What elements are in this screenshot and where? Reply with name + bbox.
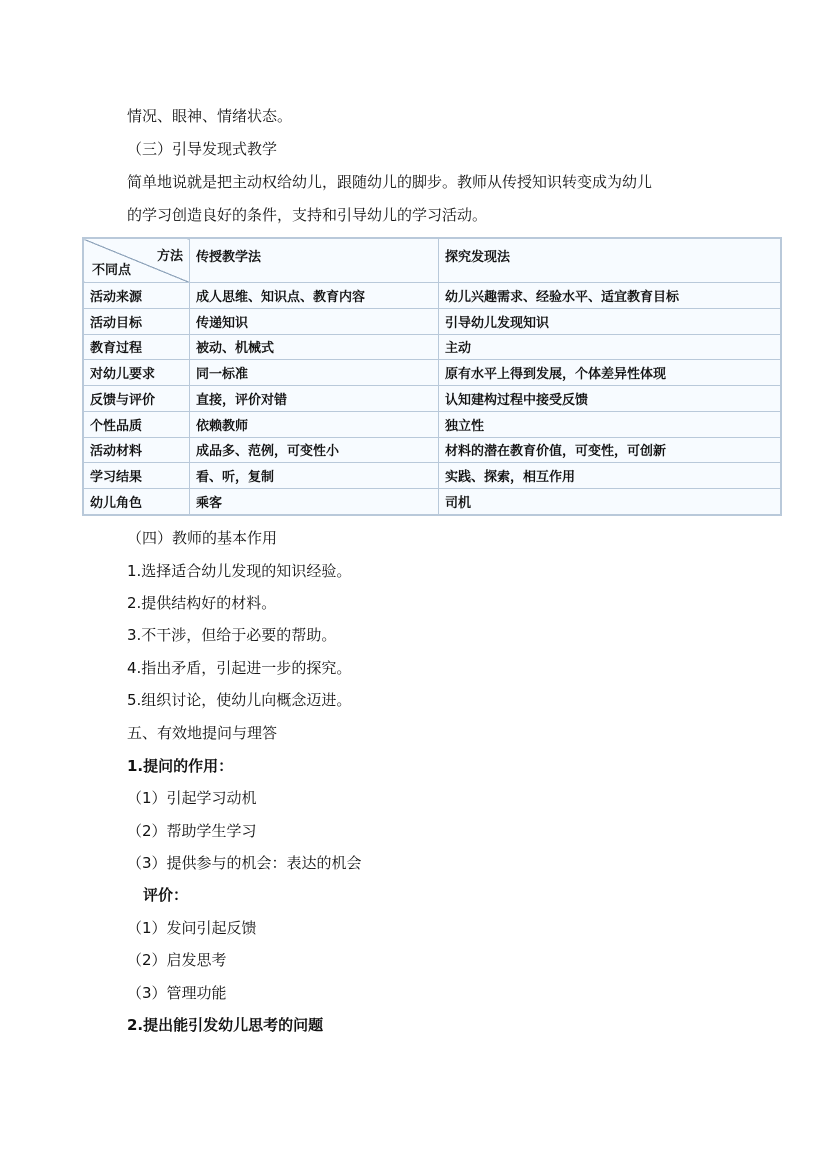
table-cell: 司机 <box>439 489 781 515</box>
text-line: 简单地说就是把主动权给幼儿，跟随幼儿的脚步。教师从传授知识转变成为幼儿 <box>127 173 653 191</box>
table-row <box>84 489 781 515</box>
subheading: 1.提问的作用： <box>127 757 234 775</box>
column-header: 探究发现法 <box>439 239 781 283</box>
table-cell: 原有水平上得到发展，个体差异性体现 <box>439 360 781 386</box>
table-cell: 成人思维、知识点、教育内容 <box>190 283 439 309</box>
list-item: 2.提供结构好的材料。 <box>127 594 277 612</box>
table-cell: 实践、探索，相互作用 <box>439 463 781 489</box>
list-item: 5.组织讨论，使幼儿向概念迈进。 <box>127 691 352 709</box>
list-item: （1）引起学习动机 <box>127 789 257 807</box>
row-label: 对幼儿要求 <box>84 360 190 386</box>
table-row <box>84 334 781 360</box>
list-item: （2）帮助学生学习 <box>127 822 257 840</box>
list-item: （3）提供参与的机会：表达的机会 <box>127 854 362 872</box>
table-cell: 引导幼儿发现知识 <box>439 308 781 334</box>
table-cell: 认知建构过程中接受反馈 <box>439 386 781 412</box>
table-row <box>84 463 781 489</box>
list-item: （2）启发思考 <box>127 951 227 969</box>
table-cell: 乘客 <box>190 489 439 515</box>
table-cell: 看、听，复制 <box>190 463 439 489</box>
table-cell: 幼儿兴趣需求、经验水平、适宜教育目标 <box>439 283 781 309</box>
corner-label-method: 方法 <box>156 249 183 264</box>
table-cell: 直接，评价对错 <box>190 386 439 412</box>
row-label: 学习结果 <box>84 463 190 489</box>
section-heading: 五、有效地提问与理答 <box>127 724 278 742</box>
table-row <box>84 360 781 386</box>
list-item: （3）管理功能 <box>127 984 227 1002</box>
section-heading: （四）教师的基本作用 <box>127 529 278 547</box>
row-label: 个性品质 <box>84 411 190 437</box>
row-label: 教育过程 <box>84 334 190 360</box>
table-cell: 依赖教师 <box>190 411 439 437</box>
row-label: 活动来源 <box>84 283 190 309</box>
list-item: （1）发问引起反馈 <box>127 919 257 937</box>
table-cell: 材料的潜在教育价值，可变性，可创新 <box>439 437 781 463</box>
table-cell: 同一标准 <box>190 360 439 386</box>
table-row <box>84 308 781 334</box>
table-row <box>84 386 781 412</box>
corner-label-difference: 不同点 <box>92 263 132 279</box>
table-cell: 被动、机械式 <box>190 334 439 360</box>
list-item: 4.指出矛盾，引起进一步的探究。 <box>127 659 352 677</box>
section-heading: （三）引导发现式教学 <box>127 140 278 158</box>
table-cell: 成品多、范例，可变性小 <box>190 437 439 463</box>
text-line: 的学习创造良好的条件，支持和引导幼儿的学习活动。 <box>127 206 488 224</box>
table-cell: 独立性 <box>439 411 781 437</box>
list-item: 1.选择适合幼儿发现的知识经验。 <box>127 562 352 580</box>
table-row <box>84 411 781 437</box>
column-header: 传授教学法 <box>190 239 439 283</box>
row-label: 活动材料 <box>84 437 190 463</box>
table-cell: 传递知识 <box>190 308 439 334</box>
subheading: 2.提出能引发幼儿思考的问题 <box>127 1016 324 1034</box>
row-label: 活动目标 <box>84 308 190 334</box>
table-cell: 主动 <box>439 334 781 360</box>
table-row <box>84 437 781 463</box>
list-item: 3.不干涉，但给于必要的帮助。 <box>127 626 337 644</box>
table-row <box>84 283 781 309</box>
text-line: 情况、眼神、情绪状态。 <box>127 107 293 125</box>
corner-header-cell <box>84 239 190 283</box>
row-label: 幼儿角色 <box>84 489 190 515</box>
subheading: 评价： <box>143 886 189 904</box>
row-label: 反馈与评价 <box>84 386 190 412</box>
comparison-table <box>82 237 782 516</box>
